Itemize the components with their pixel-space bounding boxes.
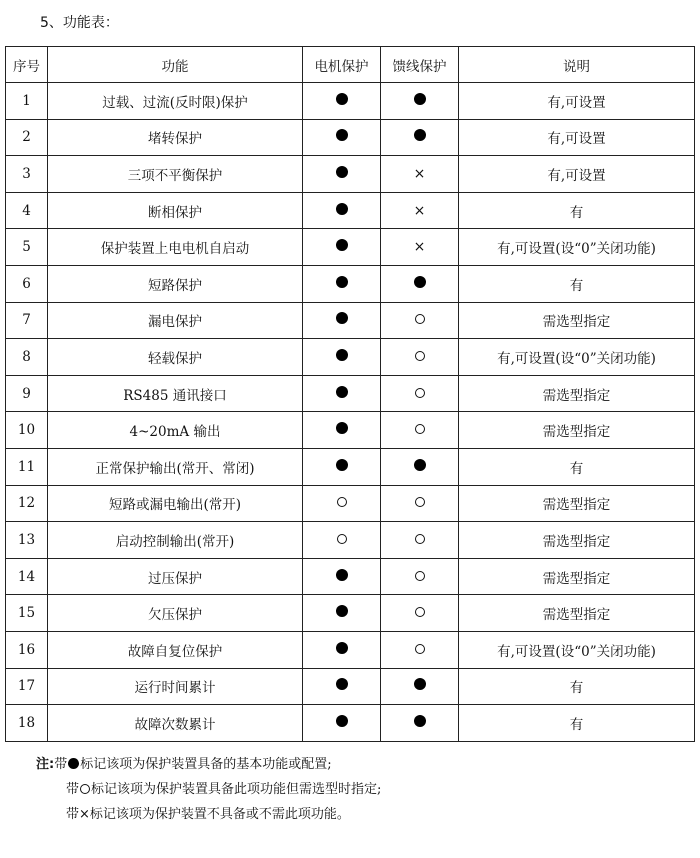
filled-dot-icon: [336, 715, 348, 727]
filled-dot-icon: [414, 715, 426, 727]
row-feeder-protection: [381, 302, 459, 339]
row-feeder-protection: [381, 229, 459, 266]
row-function: 运行时间累计: [48, 668, 303, 705]
filled-dot-icon: [336, 422, 348, 434]
row-feeder-protection: [381, 156, 459, 193]
table-row: [6, 412, 695, 449]
row-description: 有,可设置(设“0”关闭功能): [459, 339, 695, 376]
note-line-3: [36, 802, 381, 827]
row-description: 有: [459, 668, 695, 705]
note-label: 注:: [36, 757, 55, 772]
note-prefix: 带: [66, 782, 80, 797]
row-description: 需选型指定: [459, 485, 695, 522]
filled-dot-icon: [336, 459, 348, 471]
table-row: [6, 522, 695, 559]
note-line-1: [36, 752, 381, 777]
hollow-circle-icon: [415, 314, 425, 324]
row-number: 10: [6, 412, 48, 449]
filled-dot-icon: [414, 93, 426, 105]
row-feeder-protection: [381, 412, 459, 449]
row-feeder-protection: [381, 265, 459, 302]
cross-icon: ×: [413, 239, 426, 256]
hollow-circle-icon: [337, 534, 347, 544]
row-description: 有: [459, 265, 695, 302]
note-line-2: [36, 777, 381, 802]
filled-dot-icon: [336, 93, 348, 105]
filled-dot-icon: [336, 312, 348, 324]
filled-dot-icon: [336, 239, 348, 251]
table-row: [6, 229, 695, 266]
row-number: 6: [6, 265, 48, 302]
header-function: 功能: [48, 47, 303, 83]
row-function: 启动控制输出(常开): [48, 522, 303, 559]
row-number: 11: [6, 448, 48, 485]
row-motor-protection: [303, 83, 381, 120]
row-motor-protection: [303, 339, 381, 376]
row-function: 轻载保护: [48, 339, 303, 376]
row-function: 故障自复位保护: [48, 631, 303, 668]
row-feeder-protection: [381, 558, 459, 595]
filled-dot-icon: [336, 166, 348, 178]
note-text-optional: 标记该项为保护装置具备此项功能但需选型时指定;: [91, 782, 382, 797]
row-feeder-protection: [381, 192, 459, 229]
row-function: 保护装置上电电机自启动: [48, 229, 303, 266]
table-row: [6, 558, 695, 595]
row-number: 9: [6, 375, 48, 412]
row-number: 16: [6, 631, 48, 668]
row-motor-protection: [303, 705, 381, 742]
row-function: 故障次数累计: [48, 705, 303, 742]
row-motor-protection: [303, 119, 381, 156]
cross-icon: ×: [413, 165, 426, 182]
filled-dot-icon: [336, 642, 348, 654]
hollow-circle-icon: [415, 424, 425, 434]
note-prefix: 带: [66, 807, 80, 822]
row-description: 有: [459, 192, 695, 229]
table-row: [6, 339, 695, 376]
filled-dot-icon: [336, 569, 348, 581]
row-number: 5: [6, 229, 48, 266]
row-feeder-protection: [381, 339, 459, 376]
hollow-circle-icon: [415, 388, 425, 398]
filled-dot-icon: [336, 678, 348, 690]
row-description: 需选型指定: [459, 558, 695, 595]
row-description: 有,可设置(设“0”关闭功能): [459, 631, 695, 668]
table-row: [6, 119, 695, 156]
row-motor-protection: [303, 558, 381, 595]
row-feeder-protection: [381, 448, 459, 485]
filled-dot-icon: [414, 459, 426, 471]
row-feeder-protection: [381, 375, 459, 412]
row-description: 有: [459, 448, 695, 485]
row-description: 有,可设置: [459, 156, 695, 193]
row-motor-protection: [303, 375, 381, 412]
filled-dot-icon: [68, 758, 79, 769]
cross-icon: ×: [413, 202, 426, 219]
cross-icon: ×: [79, 807, 90, 822]
hollow-circle-icon: [337, 497, 347, 507]
filled-dot-icon: [336, 349, 348, 361]
filled-dot-icon: [336, 276, 348, 288]
row-feeder-protection: [381, 631, 459, 668]
row-function: 堵转保护: [48, 119, 303, 156]
hollow-circle-icon: [415, 607, 425, 617]
notes: [36, 752, 381, 827]
row-number: 13: [6, 522, 48, 559]
row-number: 14: [6, 558, 48, 595]
table-row: [6, 595, 695, 632]
row-number: 1: [6, 83, 48, 120]
table-row: [6, 83, 695, 120]
row-function: 欠压保护: [48, 595, 303, 632]
table-row: [6, 265, 695, 302]
filled-dot-icon: [336, 203, 348, 215]
row-motor-protection: [303, 302, 381, 339]
row-function: 短路保护: [48, 265, 303, 302]
note-text-basic: 标记该项为保护装置具备的基本功能或配置;: [80, 757, 332, 772]
header-no: 序号: [6, 47, 48, 83]
row-motor-protection: [303, 668, 381, 705]
row-motor-protection: [303, 631, 381, 668]
row-description: 需选型指定: [459, 302, 695, 339]
table-body: [6, 83, 695, 742]
row-function: 正常保护输出(常开、常闭): [48, 448, 303, 485]
hollow-circle-icon: [415, 534, 425, 544]
row-function: 过载、过流(反时限)保护: [48, 83, 303, 120]
row-number: 8: [6, 339, 48, 376]
table-row: [6, 485, 695, 522]
table-row: [6, 375, 695, 412]
row-description: 有: [459, 705, 695, 742]
row-number: 7: [6, 302, 48, 339]
hollow-circle-icon: [415, 351, 425, 361]
table-row: [6, 448, 695, 485]
filled-dot-icon: [336, 605, 348, 617]
header-motor-protection: 电机保护: [303, 47, 381, 83]
row-function: 三项不平衡保护: [48, 156, 303, 193]
hollow-circle-icon: [415, 644, 425, 654]
filled-dot-icon: [414, 276, 426, 288]
row-function: 断相保护: [48, 192, 303, 229]
row-number: 12: [6, 485, 48, 522]
section-title: 5、功能表：: [40, 15, 119, 31]
row-number: 17: [6, 668, 48, 705]
row-feeder-protection: [381, 705, 459, 742]
row-description: 有,可设置: [459, 83, 695, 120]
table-row: [6, 668, 695, 705]
table-row: [6, 302, 695, 339]
row-motor-protection: [303, 412, 381, 449]
row-motor-protection: [303, 265, 381, 302]
table-header-row: [6, 47, 695, 83]
row-description: 有,可设置: [459, 119, 695, 156]
row-function: 4~20mA 输出: [48, 412, 303, 449]
filled-dot-icon: [336, 129, 348, 141]
row-function: 短路或漏电输出(常开): [48, 485, 303, 522]
row-description: 需选型指定: [459, 375, 695, 412]
row-motor-protection: [303, 192, 381, 229]
function-table: [5, 46, 695, 742]
row-description: 需选型指定: [459, 522, 695, 559]
filled-dot-icon: [414, 678, 426, 690]
filled-dot-icon: [336, 386, 348, 398]
row-motor-protection: [303, 522, 381, 559]
row-description: 需选型指定: [459, 595, 695, 632]
note-text-none: 标记该项为保护装置不具备或不需此项功能。: [89, 807, 350, 822]
row-motor-protection: [303, 595, 381, 632]
row-feeder-protection: [381, 668, 459, 705]
header-feeder-protection: 馈线保护: [381, 47, 459, 83]
row-function: 漏电保护: [48, 302, 303, 339]
row-motor-protection: [303, 156, 381, 193]
table-row: [6, 705, 695, 742]
row-motor-protection: [303, 485, 381, 522]
table-row: [6, 631, 695, 668]
row-function: 过压保护: [48, 558, 303, 595]
row-motor-protection: [303, 448, 381, 485]
table-row: [6, 156, 695, 193]
row-description: 有,可设置(设“0”关闭功能): [459, 229, 695, 266]
row-number: 3: [6, 156, 48, 193]
row-number: 15: [6, 595, 48, 632]
filled-dot-icon: [414, 129, 426, 141]
note-prefix: 带: [54, 757, 68, 772]
table-row: [6, 192, 695, 229]
row-number: 2: [6, 119, 48, 156]
row-feeder-protection: [381, 595, 459, 632]
hollow-circle-icon: [80, 784, 90, 794]
row-feeder-protection: [381, 485, 459, 522]
row-number: 18: [6, 705, 48, 742]
row-description: 需选型指定: [459, 412, 695, 449]
hollow-circle-icon: [415, 571, 425, 581]
row-feeder-protection: [381, 119, 459, 156]
row-motor-protection: [303, 229, 381, 266]
row-number: 4: [6, 192, 48, 229]
header-description: 说明: [459, 47, 695, 83]
hollow-circle-icon: [415, 497, 425, 507]
row-feeder-protection: [381, 83, 459, 120]
row-feeder-protection: [381, 522, 459, 559]
row-function: RS485 通讯接口: [48, 375, 303, 412]
